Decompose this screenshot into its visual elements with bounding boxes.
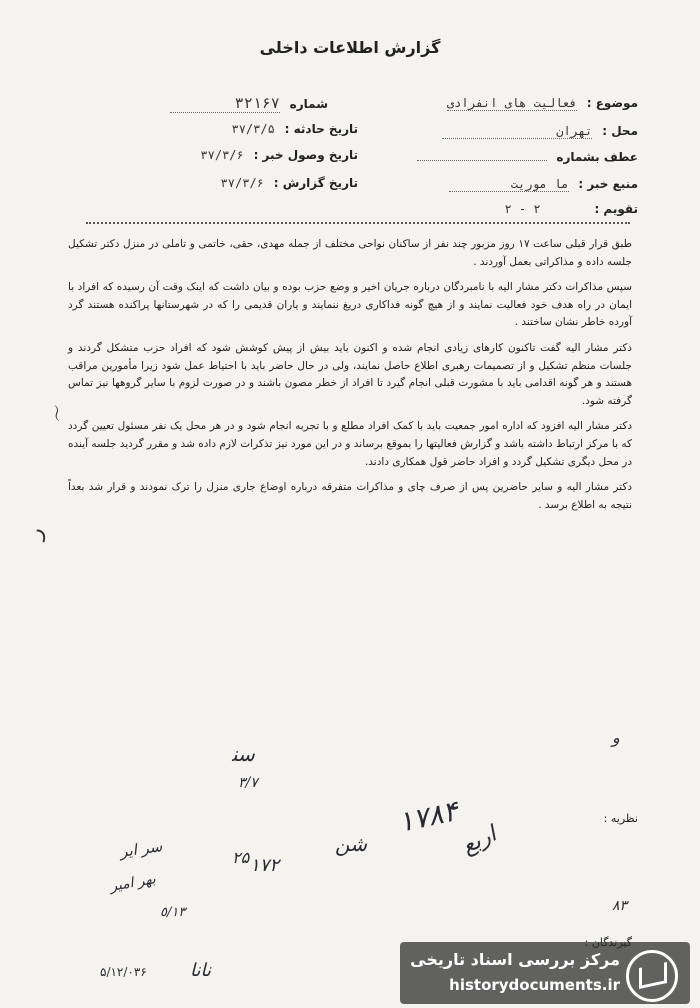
handwritten-mark: ﻭ [612,728,620,747]
place-value: تهران [442,124,592,139]
handwritten-signature: ﺑﻬﺮ ﺍﻣﻴﺮ [108,871,157,895]
received-date-value: ۳۷/۳/۶ [200,148,244,162]
header-separator [86,222,630,224]
margin-handwriting: ﺭ [21,523,49,542]
report-date-label: تاریخ گزارش : [273,176,358,190]
handwritten-date: ۵/۱۲/۰۳۶ [100,965,147,979]
source-value: ما موریت [449,177,569,192]
report-date-field [221,176,358,190]
margin-handwriting: 〜 [43,402,68,424]
handwritten-word: ﺍﺭﺑﻊ [458,821,501,860]
watermark-name: مرکز بررسی اسناد تاریخی [410,950,620,969]
rating-label: تقویم : [594,202,638,216]
received-date-field [200,148,358,162]
body-paragraph: دکتر مشار الیه گفت تاکنون کارهای زیادی انجام شده و اکنون باید بیش از پیش کوشش شود که افراد حزب متشکل گردند و جلسات منظم تشکیل و از تصمیمات رهبری اطلاع حاصل نمایند، ولی در حال حاضر باید با احتیاط عمل شود زیرا مأمورین مراقب هستند و هر گونه اقدامی باید با مشورت قبلی انجام گیرد تا افراد از خطر مصون باشند و در صورت لزوم با سایر گروهها نیز تماس گرفته شود. [68,341,632,407]
report-date-value: ۳۷/۳/۶ [220,176,264,190]
watermark-url: historydocuments.ir [449,976,620,994]
handwritten-signature: ﻧﺎﻧﺎ [190,960,211,981]
handwritten-word: ﺷﻦ [335,832,367,856]
subject-field [447,96,638,111]
document-title: گزارش اطلاعات داخلی [259,38,441,57]
body-paragraph: دکتر مشار الیه افزود که اداره امور جمعیت باید با کمک افراد مطلع و با تجربه انجام شود و در هر محل یک نفر مسئول تعیین گردد که با مرکز ارتباط داشته باشد و گزارش فعالیتها را بموقع برساند و در این مورد نیز تذکرات لازم داده شد و مقرر گردید جلسه آینده در محل دیگری تشکیل گردد و افراد حاضر قول همکاری دادند. [68,420,632,468]
body-paragraph: سپس مذاکرات دکتر مشار الیه با نامبردگان درباره جریان اخیر و وضع حزب بوده و بیان داشت که اینک وقت آن رسیده که افراد با ایمان در راه هدف خود فعالیت نمایند و از هیچ گونه فداکاری دریغ ننمایند و یاران قدیمی را که در شهرستانها پراکنده هستند گرد آورده خاطر نشان ساختند . [68,281,632,329]
handwritten-initials: ﺳﻨ [232,742,255,766]
archive-logo-icon [626,950,678,1002]
reference-value [417,160,547,161]
handwritten-number: ۱۷۲ [250,855,280,876]
number-value: ۳۲۱۶۷ [170,94,280,113]
body-paragraph: دکتر مشار الیه و سایر حاضرین پس از صرف چای و مذاکرات متفرقه درباره اوضاع جاری منزل را ترک نمودند و قرار شد بعداً نتیجه به اطلاع برسد . [68,481,632,511]
incident-date-label: تاریخ حادثه : [284,122,358,136]
handwritten-number: ۲۵ [232,848,250,867]
body-paragraph: طبق قرار قبلی ساعت ۱۷ روز مزبور چند نفر از ساکنان نواحی مختلف از جمله مهدی، حقی، خاتمی و تاملی در منزل دکتر تشکیل جلسه داده و مذاکراتی بعمل آوردند . [68,238,633,268]
report-body [68,236,632,516]
handwritten-mark: ٥/١٣ [160,905,186,920]
place-field [442,124,638,139]
reference-field [417,150,638,164]
reference-label: عطف بشماره [556,150,638,164]
source-field [449,177,638,192]
note-label: نظریه : [603,812,638,825]
source-label: منبع خبر : [578,177,638,191]
handwritten-signature: ﺳﺮ ﺍﻳﺮ [118,837,164,861]
incident-date-field [231,122,358,136]
number-label: شماره [289,97,328,111]
rating-value: ۲ - ۲ [504,202,541,216]
handwritten-corner-number: ۸۳ [612,898,628,914]
incident-date-value: ۳۷/۳/۵ [231,122,275,136]
subject-value: فعالیت های انفرادی [446,96,577,110]
handwritten-number: ۱۷۸۴ [395,794,461,839]
subject-label: موضوع : [586,96,638,110]
watermark-badge [400,942,690,1004]
rating-field [504,202,638,216]
handwritten-small-number: ۳/۷ [238,775,258,791]
number-field [170,94,328,113]
place-label: محل : [602,124,638,138]
received-date-label: تاریخ وصول خبر : [253,148,358,162]
